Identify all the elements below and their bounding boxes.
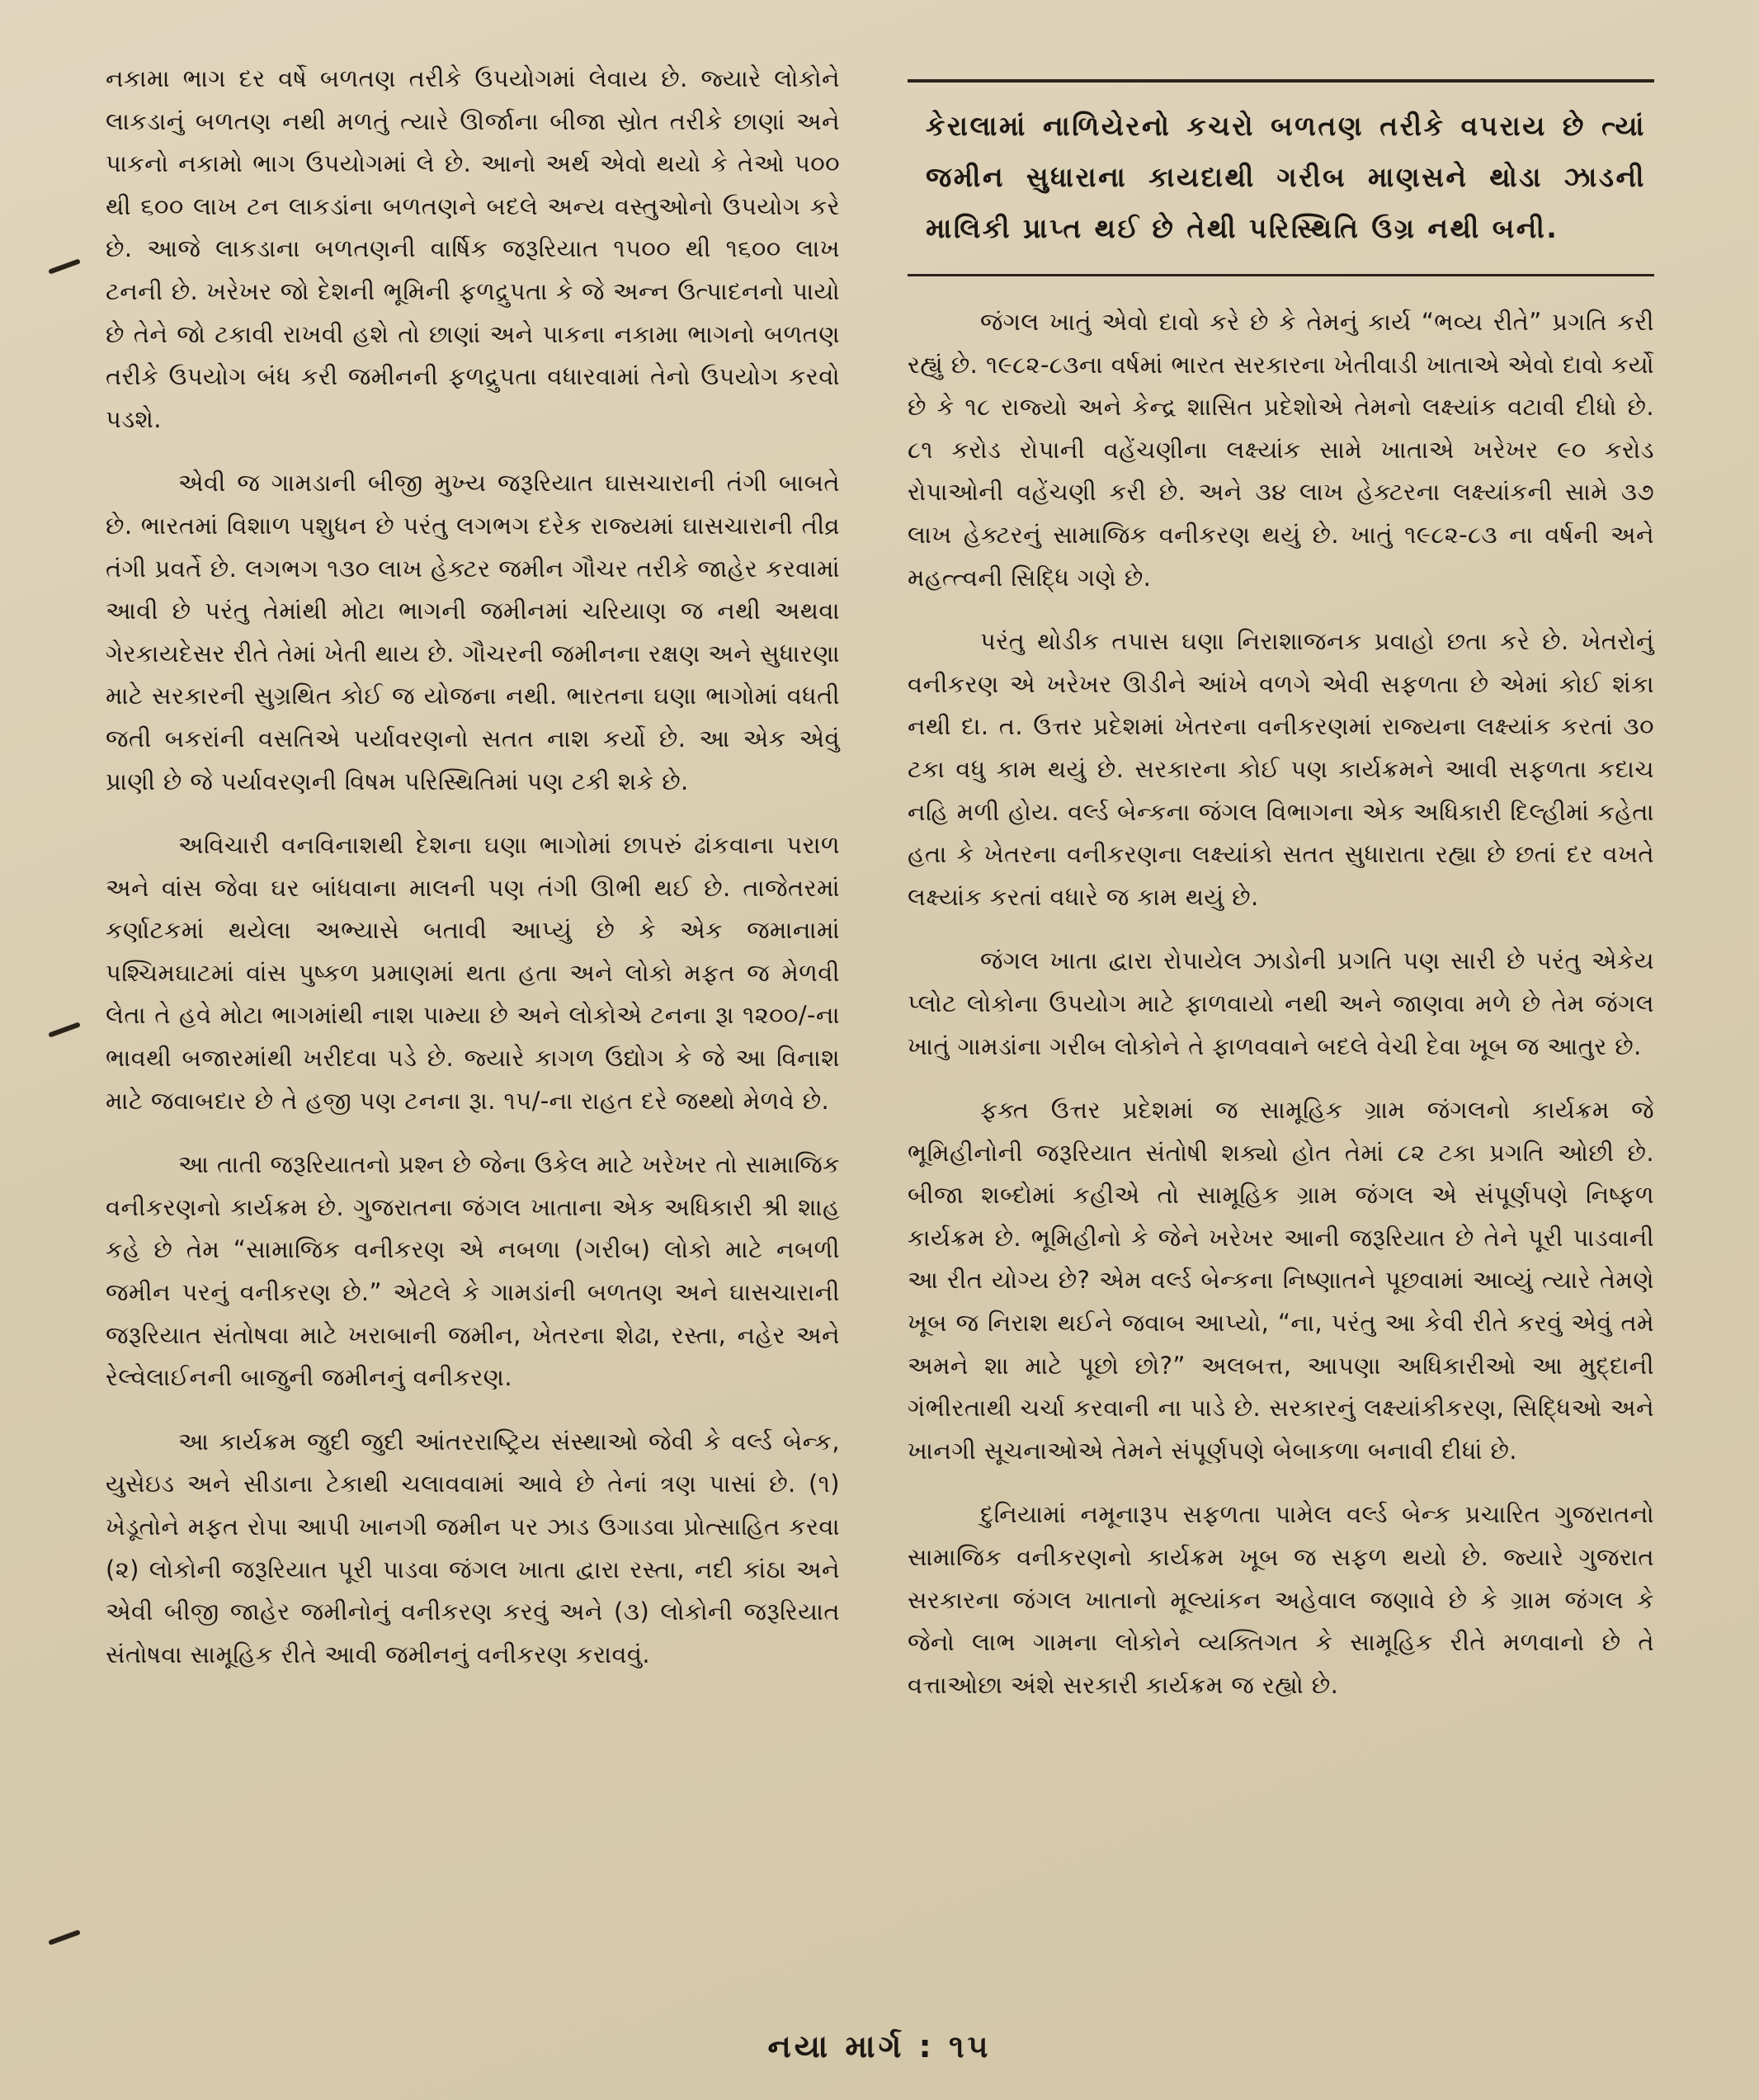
paragraph: અવિચારી વનવિનાશથી દેશના ઘણા ભાગોમાં છાપરું ઢાંકવાના પરાળ અને વાંસ જેવા ઘર બાંધવાના માલની પણ તંગી ઊભી થઈ છે. તાજેતરમાં કર્ણાટકમાં થયેલા અભ્યાસે બતાવી આપ્યું છે કે એક જમાનામાં પશ્ચિમઘાટમાં વાંસ પુષ્કળ પ્રમાણમાં થતા હતા અને લોકો મફત જ મેળવી લેતા તે હવે મોટા ભાગમાંથી નાશ પામ્યા છે અને લોકોએ ટનના રૂા ૧૨૦૦/-ના ભાવથી બજારમાંથી ખરીદવા પડે છે. જ્યારે કાગળ ઉદ્યોગ કે જે આ વિનાશ માટે જવાબદાર છે તે હજી પણ ટનના રૂા. ૧૫/-ના રાહત દરે જથ્થો મેળવે છે. bbox=[106, 831, 840, 1115]
paragraph: નકામા ભાગ દર વર્ષે બળતણ તરીકે ઉપયોગમાં લેવાય છે. જ્યારે લોકોને લાકડાનું બળતણ નથી મળતું ત્યારે ઊર્જાના બીજા સ્રોત તરીકે છાણાં અને પાકનો નકામો ભાગ ઉપયોગમાં લે છે. આનો અર્થ એવો થયો કે તેઓ ૫૦૦ થી ૬૦૦ લાખ ટન લાકડાંના બળતણને બદલે અન્ય વસ્તુઓનો ઉપયોગ કરે છે. આજે લાકડાના બળતણની વાર્ષિક જરૂરિયાત ૧૫૦૦ થી ૧૬૦૦ લાખ ટનની છે. ખરેખર જો દેશની ભૂમિની ફળદ્રુપતા કે જે અન્ન ઉત્પાદનનો પાયો છે તેને જો ટકાવી રાખવી હશે તો છાણાં અને પાકના નકામા ભાગનો બળતણ તરીકે ઉપયોગ બંધ કરી જમીનની ફળદ્રુપતા વધારવામાં તેનો ઉપયોગ કરવો પડશે. bbox=[106, 64, 840, 433]
binder-hole-mark bbox=[48, 1022, 81, 1037]
paragraph: દુનિયામાં નમૂનારૂપ સફળતા પામેલ વર્લ્ડ બેન્ક પ્રચારિત ગુજરાતનો સામાજિક વનીકરણનો કાર્યક્રમ ખૂબ જ સફળ થયો છે. જ્યારે ગુજરાત સરકારના જંગલ ખાતાનો મૂલ્યાંકન અહેવાલ જણાવે છે કે ગ્રામ જંગલ કે જેનો લાભ ગામના લોકોને વ્યક્તિગત કે સામૂહિક રીતે મળવાનો છે તે વત્તાઓછા અંશે સરકારી કાર્યક્રમ જ રહ્યો છે. bbox=[908, 1500, 1654, 1699]
pull-quote: કેરાલામાં નાળિયેરનો કચરો બળતણ તરીકે વપરાય છે ત્યાં જમીન સુધારાના કાયદાથી ગરીબ માણસને થોડા ઝાડની માલિકી પ્રાપ્ત થઈ છે તેથી પરિસ્થિતિ ઉગ્ર નથી બની. bbox=[908, 79, 1654, 276]
binder-hole-mark bbox=[48, 258, 81, 274]
binder-hole-mark bbox=[48, 1929, 81, 1945]
paragraph: પરંતુ થોડીક તપાસ ઘણા નિરાશાજનક પ્રવાહો છતા કરે છે. ખેતરોનું વનીકરણ એ ખરેખર ઊડીને આંખે વળગે એવી સફળતા છે એમાં કોઈ શંકા નથી દા. ત. ઉત્તર પ્રદેશમાં ખેતરના વનીકરણમાં રાજ્યના લક્ષ્યાંક કરતાં ૩૦ ટકા વધુ કામ થયું છે. સરકારના કોઈ પણ કાર્યક્રમને આવી સફળતા કદાચ નહિ મળી હોય. વર્લ્ડ બેન્કના જંગલ વિભાગના એક અધિકારી દિલ્હીમાં કહેતા હતા કે ખેતરના વનીકરણના લક્ષ્યાંકો સતત સુધારાતા રહ્યા છે છતાં દર વખતે લક્ષ્યાંક કરતાં વધારે જ કામ થયું છે. bbox=[908, 627, 1654, 911]
paragraph: આ તાતી જરૂરિયાતનો પ્રશ્ન છે જેના ઉકેલ માટે ખરેખર તો સામાજિક વનીકરણનો કાર્યક્રમ છે. ગુજરાતના જંગલ ખાતાના એક અધિકારી શ્રી શાહ કહે છે તેમ “સામાજિક વનીકરણ એ નબળા (ગરીબ) લોકો માટે નબળી જમીન પરનું વનીકરણ છે.” એટલે કે ગામડાંની બળતણ અને ઘાસચારાની જરૂરિયાત સંતોષવા માટે ખરાબાની જમીન, ખેતરના શેઢા, રસ્તા, નહેર અને રેલ્વેલાઈનની બાજુની જમીનનું વનીકરણ. bbox=[106, 1150, 840, 1392]
paragraph: એવી જ ગામડાની બીજી મુખ્ય જરૂરિયાત ઘાસચારાની તંગી બાબતે છે. ભારતમાં વિશાળ પશુધન છે પરંતુ લગભગ દરેક રાજ્યમાં ઘાસચારાની તીવ્ર તંગી પ્રવર્તે છે. લગભગ ૧૩૦ લાખ હેક્ટર જમીન ગૌચર તરીકે જાહેર કરવામાં આવી છે પરંતુ તેમાંથી મોટા ભાગની જમીનમાં ચરિયાણ જ નથી અથવા ગેરકાયદેસર રીતે તેમાં ખેતી થાય છે. ગૌચરની જમીનના રક્ષણ અને સુધારણા માટે સરકારની સુગ્રથિત કોઈ જ યોજના નથી. ભારતના ઘણા ભાગોમાં વધતી જતી બકરાંની વસતિએ પર્યાવરણનો સતત નાશ કર્યો છે. આ એક એવું પ્રાણી છે જે પર્યાવરણની વિષમ પરિસ્થિતિમાં પણ ટકી શકે છે. bbox=[106, 469, 840, 795]
left-column bbox=[106, 58, 840, 1676]
paragraph: જંગલ ખાતું એવો દાવો કરે છે કે તેમનું કાર્ય “ભવ્ય રીતે” પ્રગતિ કરી રહ્યું છે. ૧૯૮૨-૮૩ના વર્ષમાં ભારત સરકારના ખેતીવાડી ખાતાએ એવો દાવો કર્યો છે કે ૧૮ રાજ્યો અને કેન્દ્ર શાસિત પ્રદેશોએ તેમનો લક્ષ્યાંક વટાવી દીધો છે. ૮૧ કરોડ રોપાની વહેંચણીના લક્ષ્યાંક સામે ખાતાએ ખરેખર ૯૦ કરોડ રોપાઓની વહેંચણી કરી છે. અને ૩૪ લાખ હેક્ટરના લક્ષ્યાંકની સામે ૩૭ લાખ હેક્ટરનું સામાજિક વનીકરણ થયું છે. ખાતું ૧૯૮૨-૮૩ ના વર્ષની અને મહત્ત્વની સિદ્ધિ ગણે છે. bbox=[908, 308, 1654, 592]
right-column bbox=[908, 79, 1654, 1706]
paragraph: આ કાર્યક્રમ જુદી જુદી આંતરરાષ્ટ્રિય સંસ્થાઓ જેવી કે વર્લ્ડ બેન્ક, યુસેઇડ અને સીડાના ટેકાથી ચલાવવામાં આવે છે તેનાં ત્રણ પાસાં છે. (૧) ખેડૂતોને મફત રોપા આપી ખાનગી જમીન પર ઝાડ ઉગાડવા પ્રોત્સાહિત કરવા (૨) લોકોની જરૂરિયાત પૂરી પાડવા જંગલ ખાતા દ્વારા રસ્તા, નદી કાંઠા અને એવી બીજી જાહેર જમીનોનું વનીકરણ કરવું અને (૩) લોકોની જરૂરિયાત સંતોષવા સામૂહિક રીતે આવી જમીનનું વનીકરણ કરાવવું. bbox=[106, 1427, 840, 1668]
paragraph: જંગલ ખાતા દ્વારા રોપાયેલ ઝાડોની પ્રગતિ પણ સારી છે પરંતુ એકેય પ્લોટ લોકોના ઉપયોગ માટે ફાળવાયો નથી અને જાણવા મળે છે તેમ જંગલ ખાતું ગામડાંના ગરીબ લોકોને તે ફાળવવાને બદલે વેચી દેવા ખૂબ જ આતુર છે. bbox=[908, 946, 1654, 1060]
paragraph: ફક્ત ઉત્તર પ્રદેશમાં જ સામૂહિક ગ્રામ જંગલનો કાર્યક્રમ જે ભૂમિહીનોની જરૂરિયાત સંતોષી શક્યો હોત તેમાં ૮૨ ટકા પ્રગતિ ઓછી છે. બીજા શબ્દોમાં કહીએ તો સામૂહિક ગ્રામ જંગલ એ સંપૂર્ણપણે નિષ્ફળ કાર્યક્રમ છે. ભૂમિહીનો કે જેને ખરેખર આની જરૂરિયાત છે તેને પૂરી પાડવાની આ રીત યોગ્ય છે? એમ વર્લ્ડ બેન્કના નિષ્ણાતને પૂછવામાં આવ્યું ત્યારે તેમણે ખૂબ જ નિરાશ થઈને જવાબ આપ્યો, “ના, પરંતુ આ કેવી રીતે કરવું એવું તમે અમને શા માટે પૂછો છો?” અલબત્ત, આપણા અધિકારીઓ આ મુદ્દાની ગંભીરતાથી ચર્ચા કરવાની ના પાડે છે. સરકારનું લક્ષ્યાંકીકરણ, સિદ્ધિઓ અને ખાનગી સૂચનાઓએ તેમને સંપૂર્ણપણે બેબાકળા બનાવી દીધાં છે. bbox=[908, 1096, 1654, 1465]
page-footer: નયા માર્ગ : ૧૫ bbox=[767, 2028, 992, 2065]
